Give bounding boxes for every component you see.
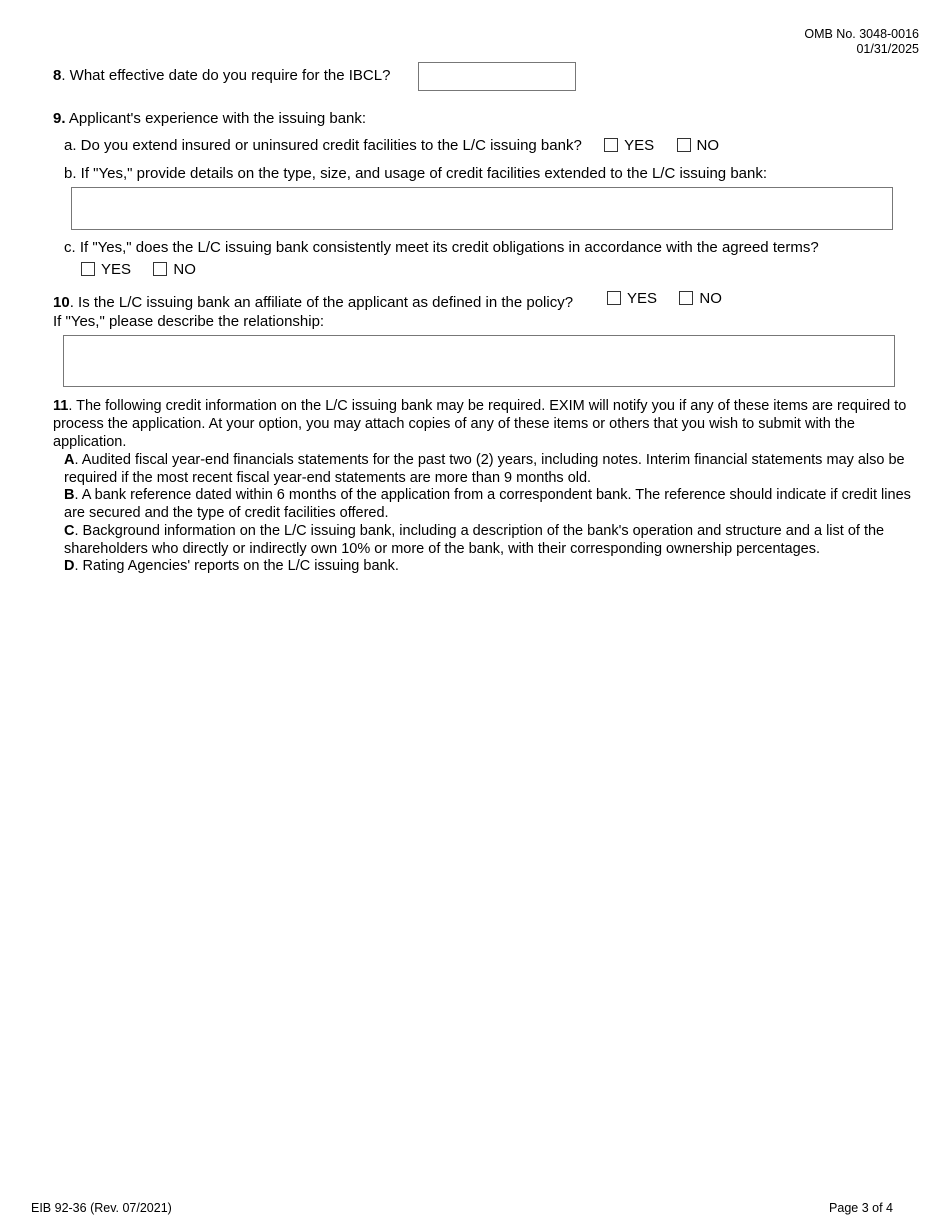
q11-paragraph (53, 397, 923, 451)
page-number: Page 3 of 4 (829, 1201, 893, 1215)
q11-item-b (64, 486, 926, 522)
q11-item-c (64, 522, 926, 558)
q10-no-checkbox[interactable] (679, 291, 693, 305)
q9-label (53, 110, 366, 127)
q9a-row (64, 137, 719, 154)
q11-item-c-letter: C (64, 523, 75, 539)
form-id: EIB 92-36 (Rev. 07/2021) (31, 1201, 172, 1215)
q10-label (53, 294, 573, 311)
q11-item-d-letter: D (64, 558, 75, 574)
q11-number: 11 (53, 398, 69, 414)
omb-expiry: 01/31/2025 (856, 42, 919, 56)
q9a-text: a. Do you extend insured or uninsured credit facilities to the L/C issuing bank? (64, 137, 582, 154)
q11-item-d (64, 557, 926, 575)
q8-label (53, 67, 390, 84)
q11-item-d-text: . Rating Agencies' reports on the L/C issuing bank. (74, 558, 399, 574)
q11-item-a (64, 451, 926, 487)
q8-number: 8 (53, 67, 62, 84)
credit-facilities-details-field[interactable] (71, 187, 893, 230)
q9c-yes-checkbox[interactable] (81, 262, 95, 276)
q9a-yes-label: YES (624, 137, 655, 154)
q9c-text: c. If "Yes," does the L/C issuing bank consistently meet its credit obligations in accordance with the agreed terms? (64, 239, 819, 256)
q10-text: . Is the L/C issuing bank an affiliate of the applicant as defined in the policy? (69, 294, 574, 311)
q10-describe-text: If "Yes," please describe the relationship: (53, 313, 325, 330)
omb-block (804, 27, 919, 57)
q9-number: 9. (53, 110, 66, 127)
q11-item-a-letter: A (64, 452, 75, 468)
q10-yes-checkbox[interactable] (607, 291, 621, 305)
omb-number: OMB No. 3048-0016 (804, 27, 919, 41)
q10-no-label: NO (699, 290, 722, 307)
q9b-text: b. If "Yes," provide details on the type, size, and usage of credit facilities extended to the L/C issuing bank: (64, 165, 768, 182)
q9c-yes-label: YES (101, 261, 132, 278)
q9-text: Applicant's experience with the issuing bank: (65, 110, 367, 127)
q11-item-c-text: . Background information on the L/C issuing bank, including a description of the bank's operation and structure and a list of the shareholders who directly or indirectly own 10% or more of the bank, with their corresponding ownership percentages. (64, 523, 885, 557)
q9a-yes-checkbox[interactable] (604, 138, 618, 152)
q11-text: . The following credit information on the L/C issuing bank may be required. EXIM will notify you if any of these items are required to process the application. At your option, you may attach copies of any of these items or others that you wish to submit with the application. (53, 398, 907, 450)
affiliate-relationship-field[interactable] (63, 335, 895, 387)
q11-item-b-text: . A bank reference dated within 6 months of the application from a correspondent bank. The reference should indicate if credit lines are secured and the type of credit facilities offered. (64, 487, 911, 521)
q9c-options (81, 261, 196, 278)
q9a-no-label: NO (696, 137, 719, 154)
q10-number: 10 (53, 294, 70, 311)
q10-options (607, 290, 722, 307)
q8-text: . What effective date do you require for the IBCL? (61, 67, 391, 84)
q10-yes-label: YES (627, 290, 658, 307)
q9c-no-label: NO (173, 261, 196, 278)
q9c-no-checkbox[interactable] (153, 262, 167, 276)
q11-item-b-letter: B (64, 487, 75, 503)
q11-item-a-text: . Audited fiscal year-end financials statements for the past two (2) years, including notes. Interim financial statements may also be required if the most recent fiscal year-end statements are more than 9 months old. (64, 452, 905, 486)
q9a-no-checkbox[interactable] (677, 138, 691, 152)
effective-date-field[interactable] (418, 62, 576, 91)
